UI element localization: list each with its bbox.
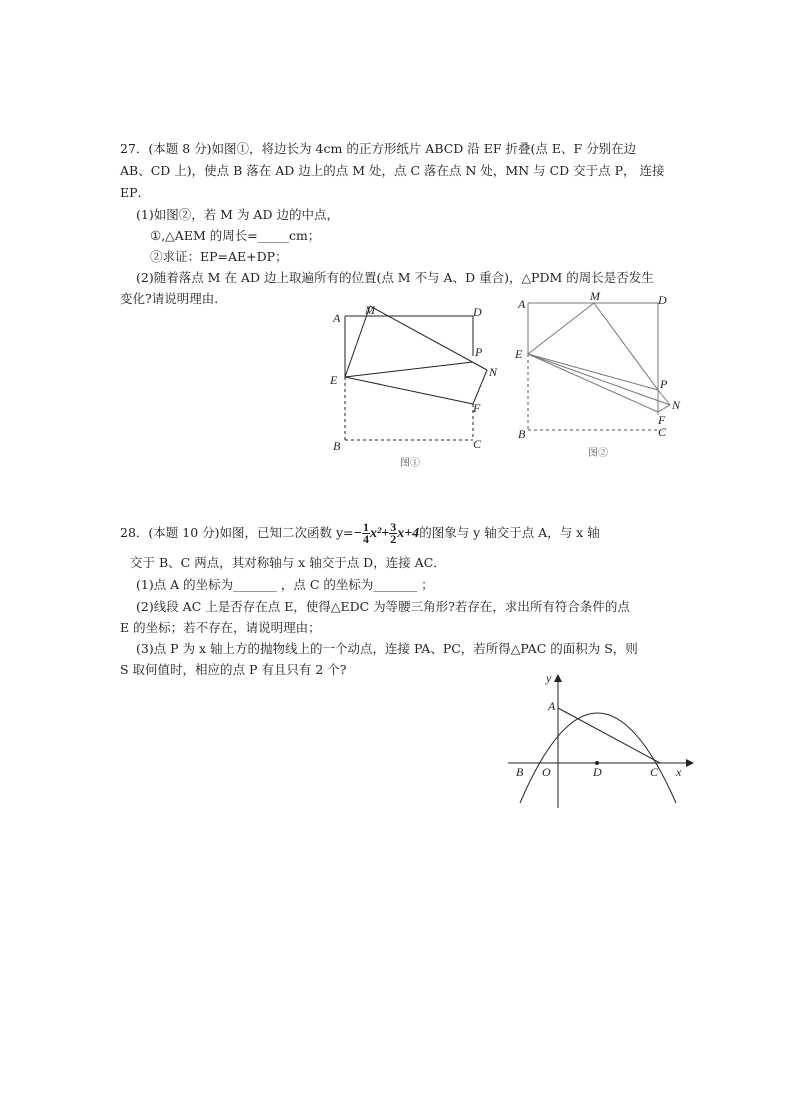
q28-line1-post: 的图象与 y 轴交于点 A，与 x 轴 [419,525,600,540]
q27-part1a: ①,△AEM 的周长=_____cm； [150,228,321,243]
q28-part2a: (2)线段 AC 上是否存在点 E，使得△EDC 为等腰三角形?若存在，求出所有符合条件的点 [136,599,630,614]
q28-frac2 [389,522,397,545]
q28-frac1 [362,522,370,545]
q28-part3b: S 取何值时，相应的点 P 有且只有 2 个? [120,662,347,677]
fig1-label-a: A [333,311,341,325]
fig1-label-d: D [473,305,482,319]
fig2-edge-nf [658,405,670,412]
q28-line2: 交于 B、C 两点，其对称轴与 x 轴交于点 D，连接 AC． [130,555,446,570]
fig2-edge-ep [528,354,658,390]
fig2-label-f: F [658,413,666,427]
fig2-label-c: C [658,425,667,439]
q28-part1: (1)点 A 的坐标为_______ ，点 C 的坐标为_______ ； [136,577,434,592]
graph-label-y: y [546,671,552,685]
fig2-label-b: B [518,427,526,441]
fig1-label-b: B [333,439,341,453]
q28-frac1-num: 1 [363,520,370,534]
fig2-label-m: M [590,290,600,303]
q28-part3a: (3)点 P 为 x 轴上方的抛物线上的一个动点，连接 PA、PC，若所得△PAC 的面积为 S，则 [136,641,638,656]
fig2-edge-mp [594,303,658,390]
x-axis-arrow [686,759,694,767]
fig1-edge-ep [345,362,473,377]
q28-minus: − [353,526,363,541]
fig2-label-p: P [660,377,668,391]
q28-frac2-den: 2 [390,532,397,546]
q28-frac1-den: 4 [363,532,370,546]
parabola-curve [520,713,676,803]
figure-1 [325,300,505,470]
q27-line2: AB、CD 上)，使点 B 落在 AD 边上的点 M 处，点 C 落在点 N 处，MN 与 CD 交于点 P， 连接 [120,163,665,178]
segment-ac [558,708,660,763]
fig1-label-f: F [473,401,481,415]
q27-part2a: (2)随着落点 M 在 AD 边上取遍所有的位置(点 M 不与 A、D 重合)，△PDM 的周长是否发生 [136,270,654,285]
graph-label-d: D [593,765,602,779]
q28-plus1: + [381,526,390,541]
y-axis-arrow [554,674,562,682]
fig2-edge-en [528,354,670,405]
fig1-edge-ef [345,377,473,404]
fig2-label-d: D [658,293,667,307]
q28-term2: x+4 [397,526,420,541]
q28-term1: x² [370,526,382,541]
fig1-caption: 图① [400,458,420,469]
fig1-label-e: E [330,373,338,387]
q27-part1: (1)如图②，若 M 为 AD 边的中点， [136,207,339,222]
graph-label-o: O [542,765,551,779]
q28-part2b: E 的坐标；若不存在，请说明理由； [120,620,321,635]
graph-label-b: B [516,765,524,779]
q27-line1: 27．(本题 8 分)如图①，将边长为 4cm 的正方形纸片 ABCD 沿 EF 折叠(点 E、F 分别在边 [120,141,637,156]
q28-frac2-num: 3 [390,520,397,534]
fig1-label-n: N [489,365,498,379]
fig2-edge-me [528,303,594,354]
graph-label-x: x [676,765,682,779]
q27-part1b: ②求证：EP=AE+DP； [150,249,288,264]
q27-part2b: 变化?请说明理由． [120,291,227,306]
parabola-graph [500,668,700,813]
graph-label-a: A [548,699,556,713]
fig2-caption: 图② [588,448,608,459]
fig2-label-n: N [672,398,681,412]
q28-line1-pre: 28．(本题 10 分)如图，已知二次函数 y= [120,525,354,540]
fig1-label-m: M [365,303,375,317]
q28-line1 [120,522,600,545]
fig2-label-e: E [515,347,523,361]
figure-2 [510,290,690,460]
q27-line3: EP． [120,185,151,200]
graph-label-c: C [650,765,659,779]
fig1-label-p: P [475,345,483,359]
fig2-label-a: A [518,297,526,311]
fig1-label-c: C [473,437,482,451]
fig1-edge-nf [473,370,487,404]
